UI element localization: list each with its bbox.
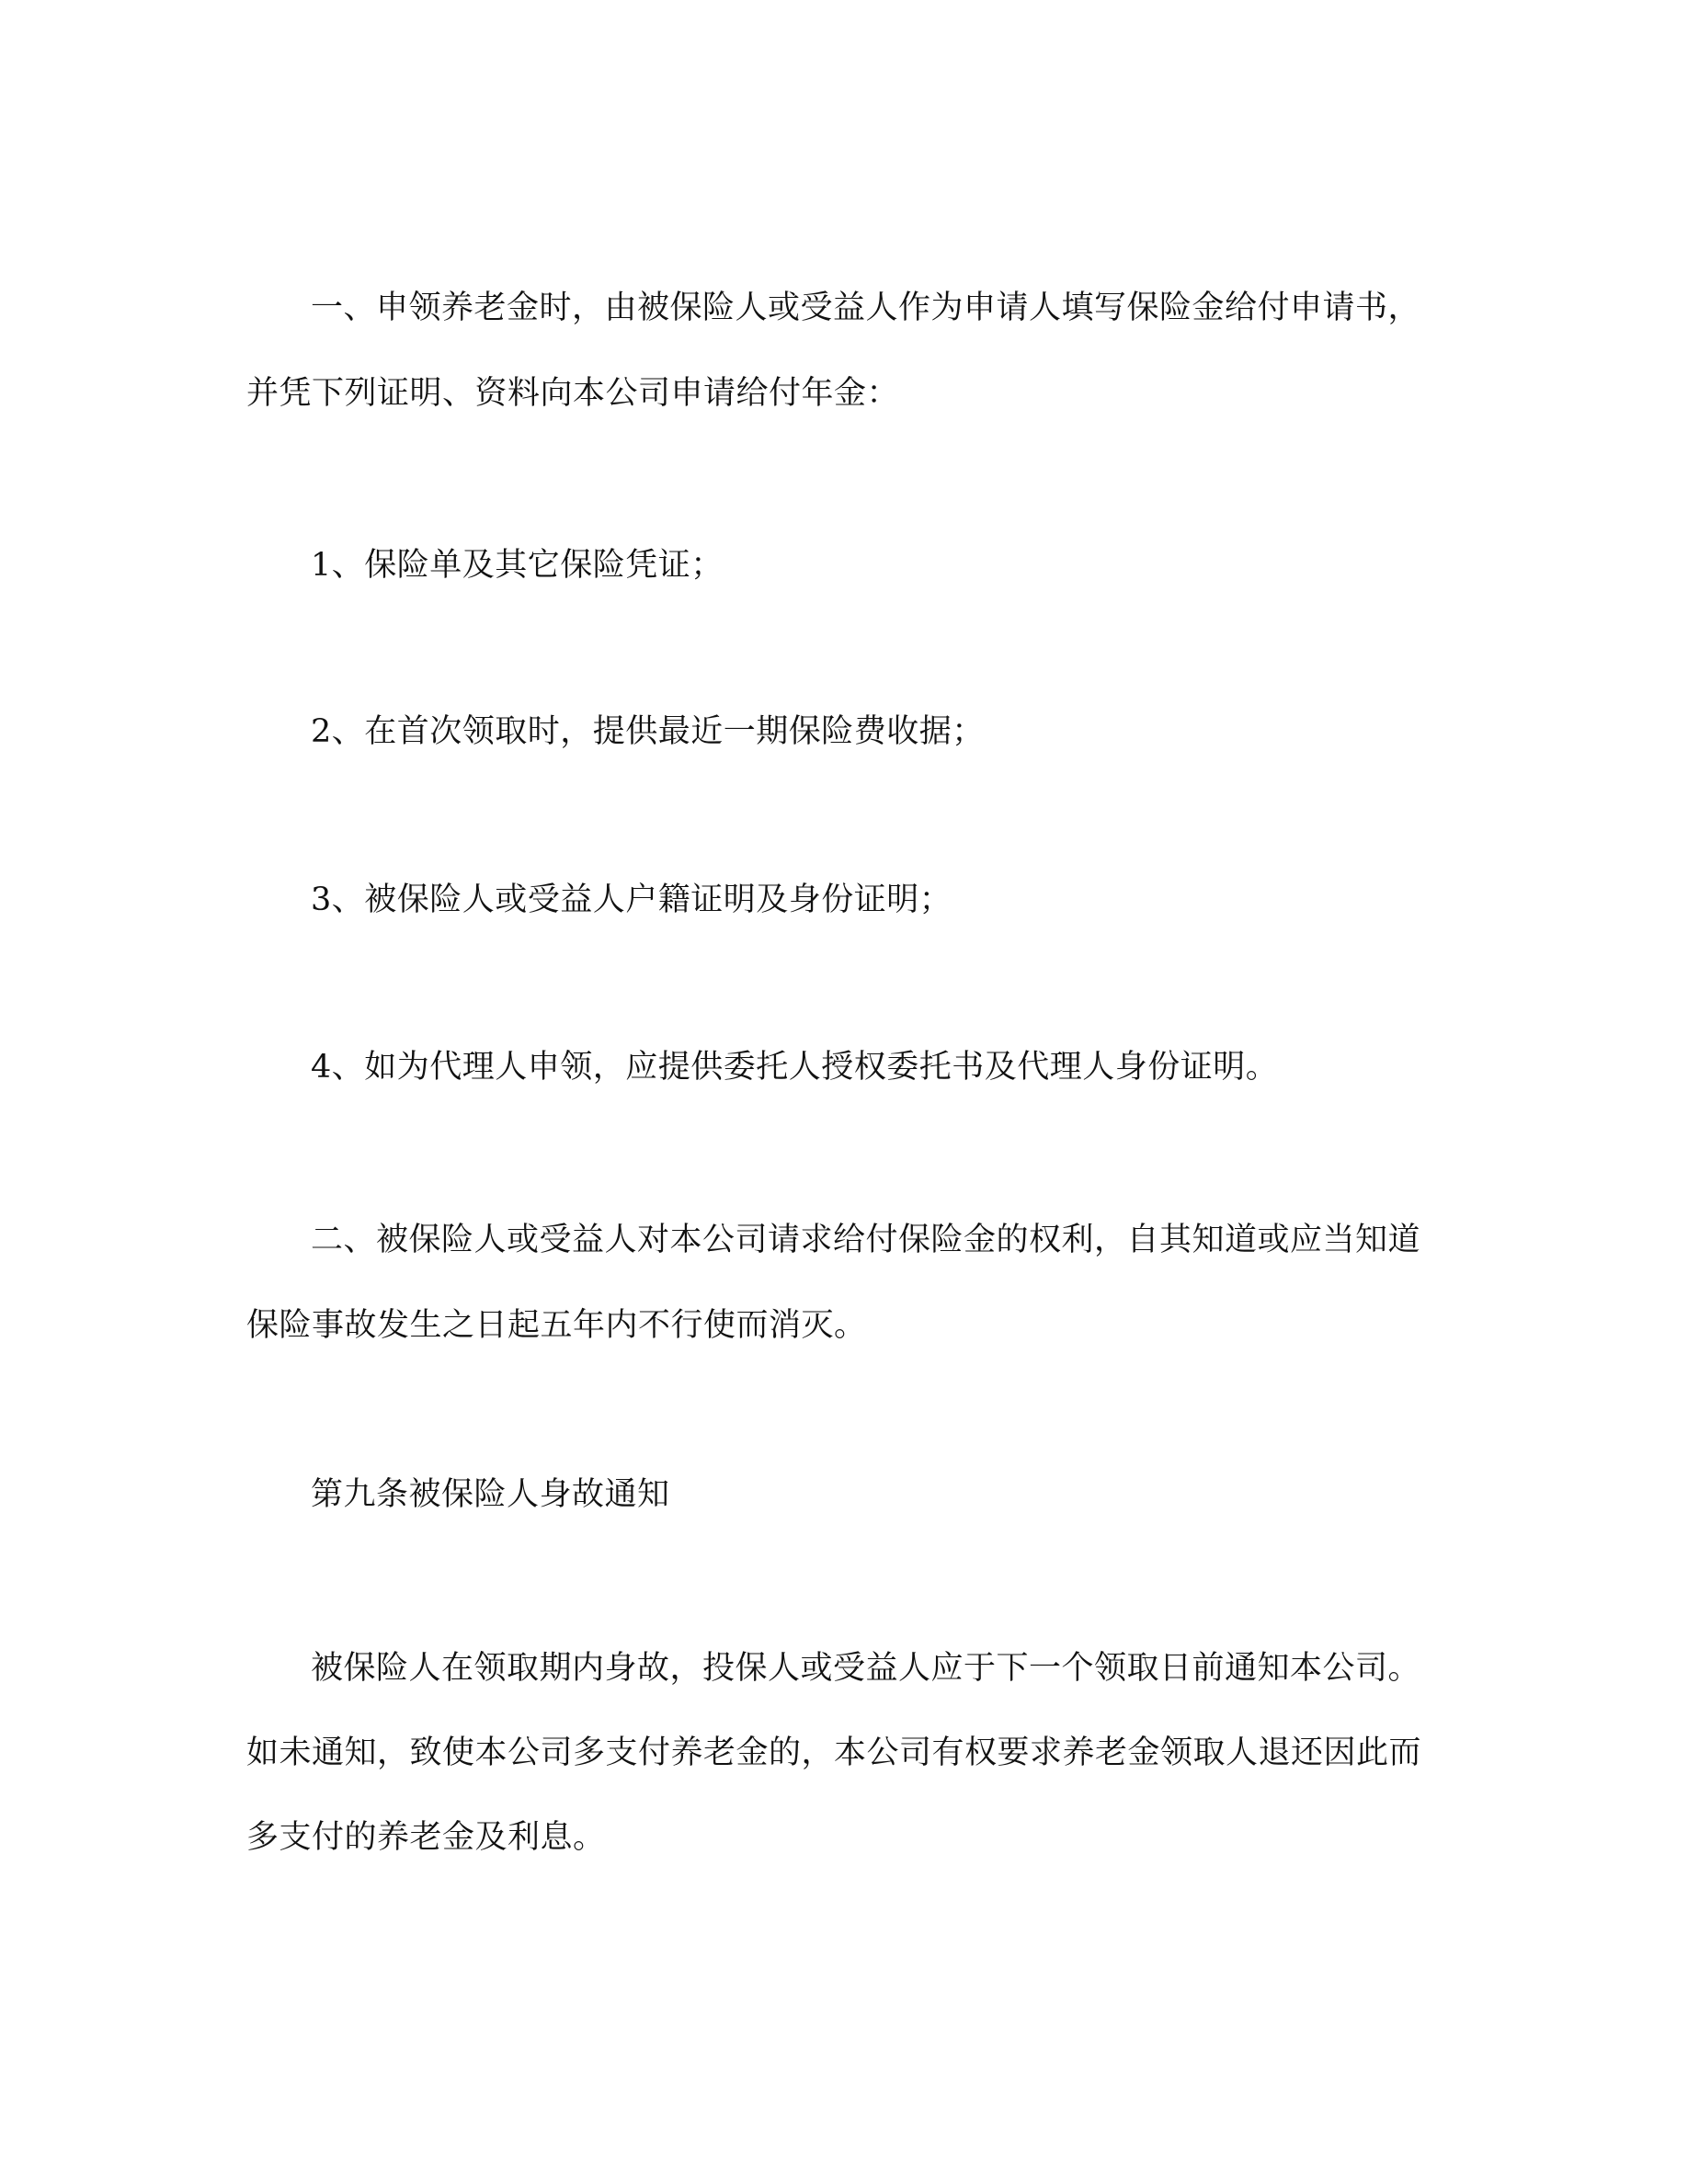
list-item-1: 1、保险单及其它保险凭证；	[311, 547, 724, 584]
paragraph-2-line-1: 二、被保险人或受益人对本公司请求给付保险金的权利，自其知道或应当知道	[311, 1222, 1421, 1258]
list-item-2: 2、在首次领取时，提供最近一期保险费收据；	[311, 713, 985, 750]
paragraph-2-line-2: 保险事故发生之日起五年内不行使而消灭。	[246, 1307, 867, 1344]
paragraph-3-line-3: 多支付的养老金及利息。	[246, 1819, 606, 1856]
article-heading: 第九条被保险人身故通知	[311, 1476, 670, 1513]
paragraph-1-line-2: 并凭下列证明、资料向本公司申请给付年金：	[246, 375, 900, 412]
paragraph-1-line-1: 一、申领养老金时，由被保险人或受益人作为申请人填写保险金给付申请书，	[311, 290, 1421, 326]
paragraph-3-line-1: 被保险人在领取期内身故，投保人或受益人应于下一个领取日前通知本公司。	[311, 1650, 1421, 1687]
list-item-3: 3、被保险人或受益人户籍证明及身份证明；	[311, 882, 952, 918]
list-item-4: 4、如为代理人申领，应提供委托人授权委托书及代理人身份证明。	[311, 1049, 1279, 1086]
paragraph-3-line-2: 如未通知，致使本公司多支付养老金的，本公司有权要求养老金领取人退还因此而	[246, 1735, 1422, 1771]
